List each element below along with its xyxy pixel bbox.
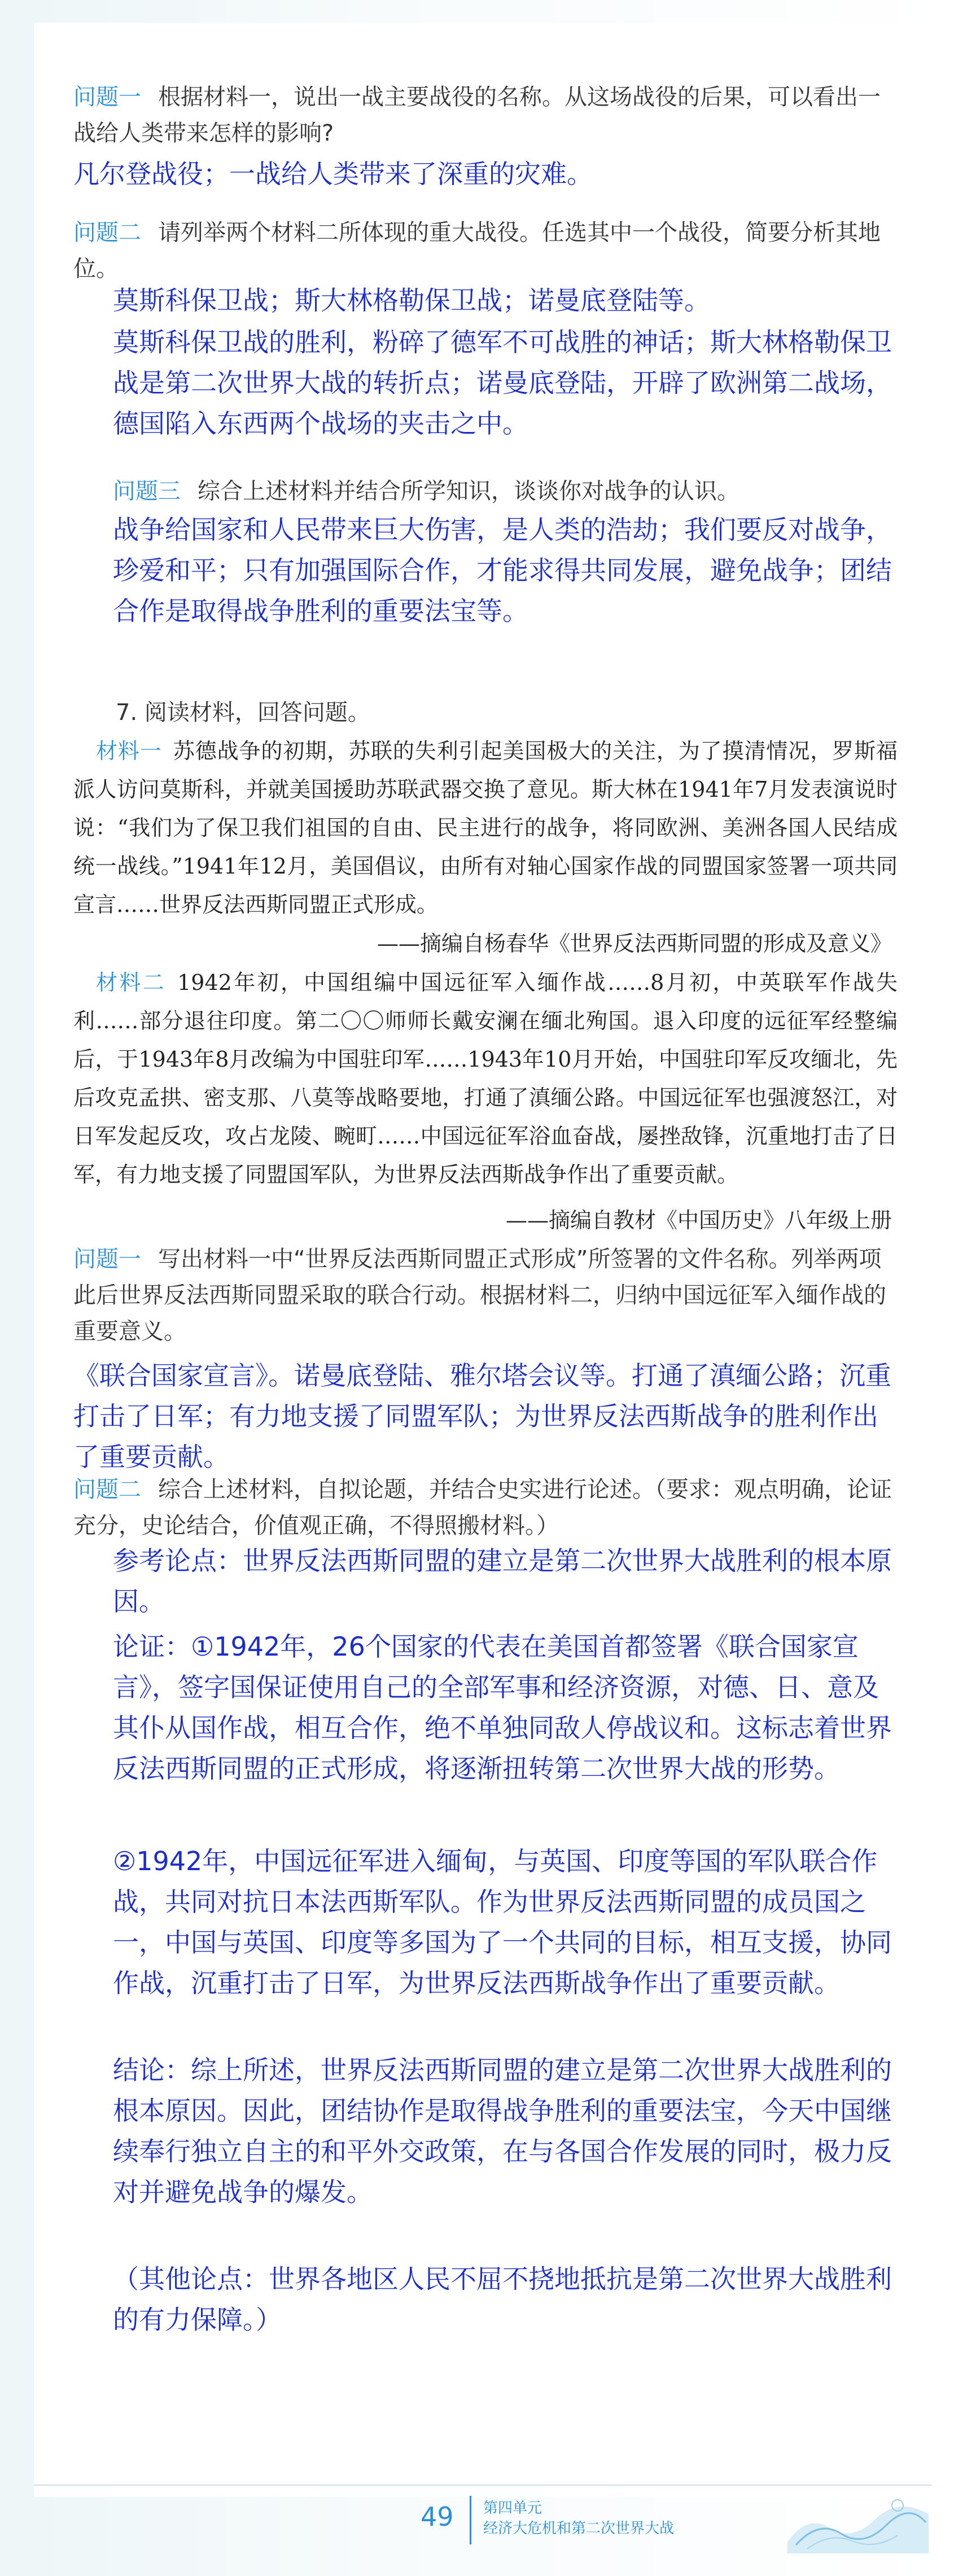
material-2-source: ——摘编自教材《中国历史》八年级上册 — [505, 1208, 892, 1233]
question-text: 请列举两个材料二所体现的重大战役。任选其中一个战役，简要分析其地位。 — [73, 220, 881, 282]
material-text: 苏德战争的初期，苏联的失利引起美国极大的关注，为了摸清情况，罗斯福派人访问莫斯科，并就美国援助苏联武器交换了意见。斯大林在1941年7月发表演说时说：“我们为了保卫我们祖国的自由、民主进行的战争，将同欧洲、美洲各国人民结成统一战线。”1941年12月，美国倡议，由所有对轴心国家作战的同盟国家签署一项共同宣言……世界反法西斯同盟正式形成。 — [73, 739, 898, 917]
answer-2-analysis: 莫斯科保卫战的胜利，粉碎了德军不可战胜的神话；斯大林格勒保卫战是第二次世界大战的转折点；诺曼底登陆，开辟了欧洲第二战场，德国陷入东西两个战场的夹击之中。 — [113, 327, 892, 439]
material-text: 1942年初，中国组编中国远征军入缅作战……8月初，中英联军作战失利……部分退往印度。第二〇〇师师长戴安澜在缅北殉国。退入印度的远征军经整编后，于1943年8月改编为中国驻印军……1943年10月开始，中国驻印军反攻缅北，先后攻克孟拱、密支那、八莫等战略要地，打通了滇缅公路。中国远征军也强渡怒江，对日军发起反攻，攻占龙陵、畹町……中国远征军浴血奋战，屡挫敌锋，沉重地打击了日军，有力地支援了同盟国军队，为世界反法西斯战争作出了重要贡献。 — [73, 970, 898, 1187]
question-label: 问题三 — [113, 478, 181, 504]
section-7-question-1 — [73, 1241, 898, 1350]
question-label: 问题一 — [73, 1246, 141, 1272]
essay-thesis: 参考论点：世界反法西斯同盟的建立是第二次世界大战胜利的根本原因。 — [113, 1545, 892, 1617]
page-number: 49 — [421, 2501, 454, 2532]
question-text: 写出材料一中“世界反法西斯同盟正式形成”所签署的文件名称。列举两项此后世界反法西斯同盟采取的联合行动。根据材料二，归纳中国远征军入缅作战的重要意义。 — [73, 1246, 886, 1344]
question-3 — [113, 473, 898, 509]
essay-argument-1: 论证：①1942年，26个国家的代表在美国首都签署《联合国家宣言》，签字国保证使用自己的全部军事和经济资源，对德、日、意及其仆从国作战，相互合作，绝不单独同敌人停战议和。这标志着世界反法西斯同盟的正式形成，将逐渐扭转第二次世界大战的形势。 — [113, 1631, 892, 1784]
question-label: 问题二 — [73, 1477, 141, 1503]
material-label: 材料二 — [96, 970, 167, 995]
unit-label: 第四单元 — [483, 2500, 542, 2517]
question-label: 问题一 — [73, 84, 141, 110]
question-text: 综合上述材料，自拟论题，并结合史实进行论述。（要求：观点明确，论证充分，史论结合，价值观正确，不得照搬材料。） — [73, 1477, 892, 1539]
question-1 — [73, 79, 898, 151]
material-1-source: ——摘编自杨春华《世界反法西斯同盟的形成及意义》 — [377, 931, 892, 956]
essay-alternative: （其他论点：世界各地区人民不屈不挠地抵抗是第二次世界大战胜利的有力保障。） — [113, 2264, 892, 2335]
footer-unit-info — [483, 2498, 674, 2539]
answer-3: 战争给国家和人民带来巨大伤害，是人类的浩劫；我们要反对战争，珍爱和平；只有加强国际合作，才能求得共同发展，避免战争；团结合作是取得战争胜利的重要法宝等。 — [113, 514, 892, 626]
question-text: 综合上述材料并结合所学知识，谈谈你对战争的认识。 — [198, 478, 739, 504]
question-label: 问题二 — [73, 220, 141, 246]
essay-argument-2: ②1942年，中国远征军进入缅甸，与英国、印度等国的军队联合作战，共同对抗日本法西斯军队。作为世界反法西斯同盟的成员国之一，中国与英国、印度等多国为了一个共同的目标，相互支援，协同作战，沉重打击了日军，为世界反法西斯战争作出了重要贡献。 — [113, 1846, 892, 1998]
unit-title: 经济大危机和第二次世界大战 — [483, 2520, 675, 2537]
answer-2-list: 莫斯科保卫战；斯大林格勒保卫战；诺曼底登陆等。 — [113, 285, 710, 316]
section-7-question-2 — [73, 1472, 898, 1544]
material-2 — [73, 963, 898, 1194]
question-text: 根据材料一，说出一战主要战役的名称。从这场战役的后果，可以看出一战给人类带来怎样的影响? — [73, 84, 881, 146]
answer-1: 凡尔登战役；一战给人类带来了深重的灾难。 — [73, 159, 593, 189]
section-7-answer-1: 《联合国家宣言》。诺曼底登陆、雅尔塔会议等。打通了滇缅公路；沉重打击了日军；有力地支援了同盟军队；为世界反法西斯战争的胜利作出了重要贡献。 — [73, 1360, 891, 1472]
essay-conclusion: 结论：综上所述，世界反法西斯同盟的建立是第二次世界大战胜利的根本原因。因此，团结协作是取得战争胜利的重要法宝，今天中国继续奉行独立自主的和平外交政策，在与各国合作发展的同时，极力反对并避免战争的爆发。 — [113, 2055, 892, 2207]
wave-decoration-icon — [785, 2480, 931, 2553]
footer-divider — [470, 2496, 471, 2544]
material-1 — [73, 732, 898, 924]
question-2 — [73, 215, 898, 287]
section-7-title: 7. 阅读材料，回答问题。 — [116, 700, 370, 726]
material-label: 材料一 — [96, 739, 162, 763]
